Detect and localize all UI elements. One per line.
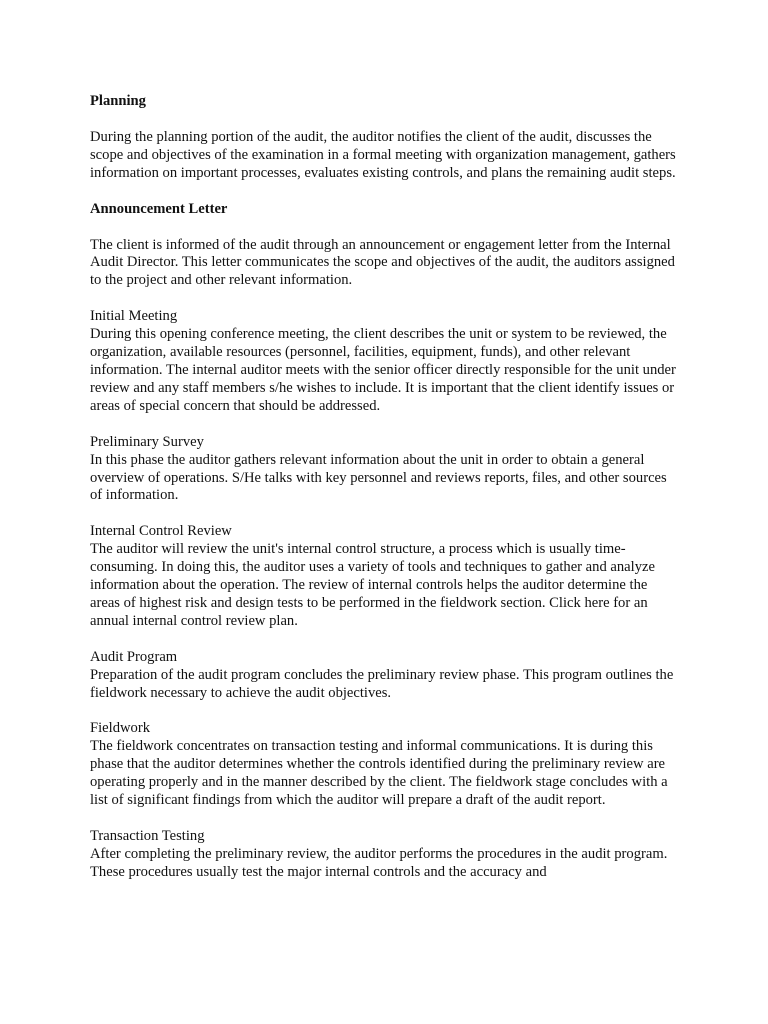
- spacer: [90, 505, 680, 523]
- announcement-letter-paragraph: The client is informed of the audit through an announcement or engagement letter from the Internal Audit Director. This letter communicates the scope and objectives of the audit, the auditors assigned to the project and other relevant information.: [90, 236, 675, 289]
- preliminary-survey-title: Preliminary Survey: [90, 433, 204, 450]
- spacer: [90, 416, 680, 434]
- announcement-letter-heading: Announcement Letter: [90, 200, 228, 217]
- spacer: [90, 810, 680, 828]
- internal-control-review-title: Internal Control Review: [90, 523, 232, 540]
- spacer: [90, 290, 680, 308]
- spacer: [90, 219, 680, 237]
- preliminary-survey-paragraph: In this phase the auditor gathers relevant information about the unit in order to obtain a general overview of operations. S/He talks with key personnel and reviews reports, files, and other sources of information.: [90, 451, 667, 504]
- audit-program-title: Audit Program: [90, 648, 178, 665]
- fieldwork-paragraph: The fieldwork concentrates on transaction testing and informal communications. It is during this phase that the auditor determines whether the controls identified during the preliminary review are operating properly and in the manner described by the client. The fieldwork stage concludes with a list of significant findings from which the auditor will prepare a draft of the audit report.: [90, 738, 668, 809]
- spacer: [90, 183, 680, 201]
- spacer: [90, 631, 680, 649]
- transaction-testing-title: Transaction Testing: [90, 828, 205, 844]
- fieldwork-title: Fieldwork: [90, 720, 150, 737]
- spacer: [90, 702, 680, 720]
- spacer: [90, 111, 680, 129]
- internal-control-review-paragraph: The auditor will review the unit's internal control structure, a process which is usually time-consuming. In doing this, the auditor uses a variety of tools and techniques to gather and analyze information about the operation. The review of internal controls helps the auditor determine the areas of highest risk and design tests to be performed in the fieldwork section. Click here for an annual internal control review plan.: [90, 541, 655, 629]
- initial-meeting-paragraph: During this opening conference meeting, the client describes the unit or system to be reviewed, the organization, available resources (personnel, facilities, equipment, funds), and other relevant information. The internal auditor meets with the senior officer directly responsible for the unit under review and any staff members s/he wishes to include. It is important that the client identify issues or areas of special concern that should be addressed.: [90, 326, 676, 414]
- planning-heading: Planning: [90, 93, 146, 109]
- planning-paragraph: During the planning portion of the audit, the auditor notifies the client of the audit, discusses the scope and objectives of the examination in a formal meeting with organization management, gathers information on important processes, evaluates existing controls, and plans the remaining audit steps.: [90, 128, 676, 181]
- audit-program-paragraph: Preparation of the audit program concludes the preliminary review phase. This program outlines the fieldwork necessary to achieve the audit objectives.: [90, 666, 674, 701]
- document-page: [90, 93, 680, 882]
- initial-meeting-title: Initial Meeting: [90, 308, 178, 325]
- transaction-testing-paragraph: After completing the preliminary review, the auditor performs the procedures in the audit program. These procedures usually test the major internal controls and the accuracy and: [90, 845, 668, 880]
